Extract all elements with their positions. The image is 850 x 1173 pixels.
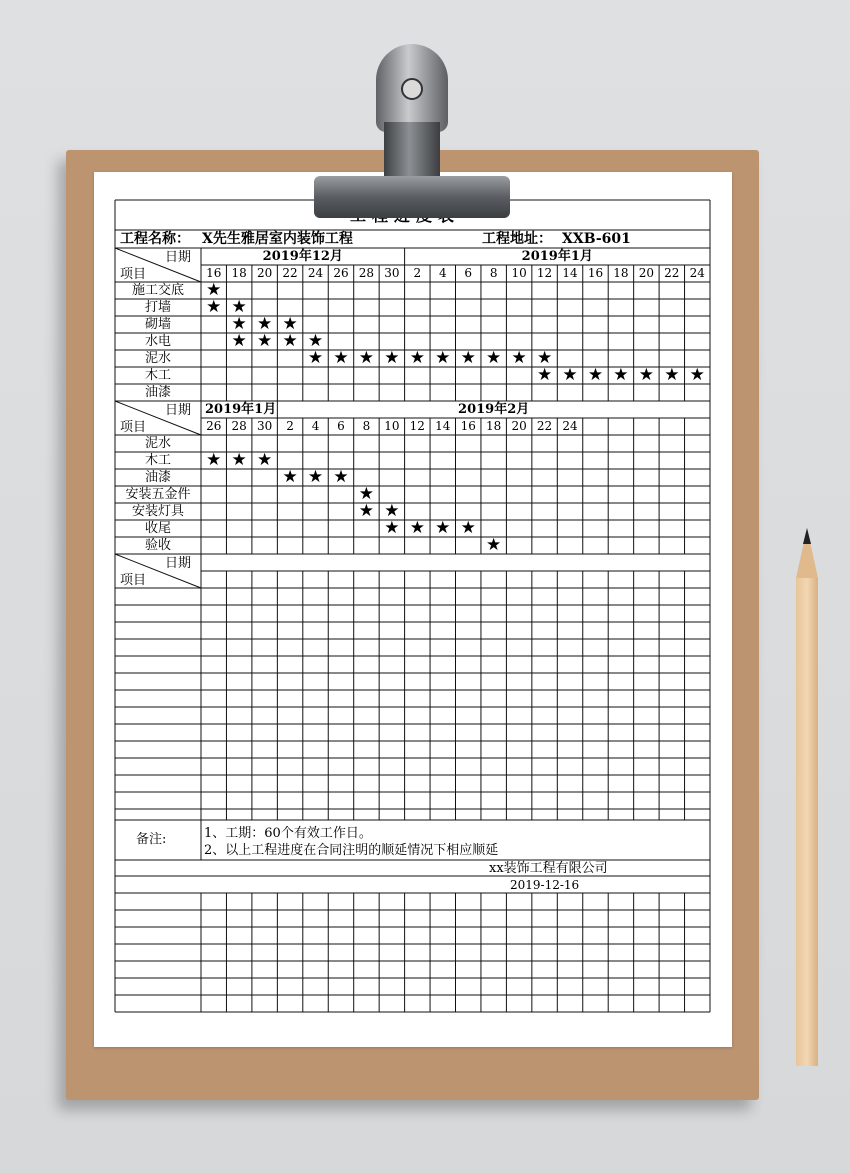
progress-star: ★ xyxy=(358,484,375,504)
task-name: 收尾 xyxy=(144,521,171,536)
day-label: 30 xyxy=(384,266,400,280)
day-label: 8 xyxy=(362,419,371,433)
notes-label: 备注: xyxy=(136,832,167,847)
day-label: 16 xyxy=(587,266,604,280)
task-name: 安装灯具 xyxy=(131,504,184,519)
progress-star: ★ xyxy=(384,501,400,521)
progress-star: ★ xyxy=(358,501,375,521)
day-label xyxy=(608,418,633,435)
progress-star: ★ xyxy=(307,467,324,487)
day-label: 16 xyxy=(206,266,222,280)
project-address-label: 工程地址： xyxy=(482,231,552,247)
header-item: 项目 xyxy=(120,420,147,435)
progress-star: ★ xyxy=(282,331,298,351)
day-label: 4 xyxy=(311,419,320,433)
day-label: 18 xyxy=(613,266,629,280)
progress-star: ★ xyxy=(206,297,222,317)
progress-star: ★ xyxy=(613,365,629,385)
progress-star: ★ xyxy=(206,280,222,300)
day-label: 30 xyxy=(256,419,273,433)
progress-star: ★ xyxy=(282,314,298,334)
binder-clip xyxy=(314,44,510,222)
progress-star: ★ xyxy=(384,348,400,368)
day-label: 24 xyxy=(689,266,705,280)
progress-star: ★ xyxy=(358,348,375,368)
progress-star: ★ xyxy=(460,518,476,538)
header-item: 项目 xyxy=(120,573,147,588)
day-label xyxy=(634,418,659,435)
task-name: 木工 xyxy=(144,368,171,383)
task-name: 泥水 xyxy=(144,436,171,451)
day-label: 14 xyxy=(435,419,451,433)
progress-star: ★ xyxy=(333,467,349,487)
pencil xyxy=(796,528,818,1068)
progress-star: ★ xyxy=(435,348,451,368)
progress-star: ★ xyxy=(587,365,604,385)
progress-star: ★ xyxy=(256,450,273,470)
day-label: 22 xyxy=(536,419,553,433)
day-label: 24 xyxy=(307,266,324,280)
day-label xyxy=(685,418,710,435)
progress-star: ★ xyxy=(307,331,324,351)
project-address: XXB-601 xyxy=(562,231,631,247)
day-label: 26 xyxy=(206,419,222,433)
progress-star: ★ xyxy=(536,348,553,368)
day-label: 4 xyxy=(438,266,447,280)
progress-star: ★ xyxy=(536,365,553,385)
day-label: 28 xyxy=(358,266,375,280)
day-label: 26 xyxy=(333,266,349,280)
header-item: 项目 xyxy=(120,267,147,282)
note-2: 2、以上工程进度在合同注明的顺延情况下相应顺延 xyxy=(204,843,499,858)
day-label: 24 xyxy=(562,419,578,433)
document-date: 2019-12-16 xyxy=(510,878,580,892)
progress-star: ★ xyxy=(562,365,578,385)
day-label: 22 xyxy=(282,266,298,280)
progress-star: ★ xyxy=(307,348,324,368)
progress-star: ★ xyxy=(409,348,425,368)
progress-star: ★ xyxy=(486,535,502,555)
task-name: 砌墙 xyxy=(144,317,171,332)
day-label: 20 xyxy=(638,266,654,280)
company-name: xx装饰工程有限公司 xyxy=(489,861,608,876)
project-name: X先生雅居室内装饰工程 xyxy=(202,231,353,247)
header-date: 日期 xyxy=(165,250,192,265)
day-label: 12 xyxy=(409,419,425,433)
progress-star: ★ xyxy=(511,348,527,368)
note-1: 1、工期：60个有效工作日。 xyxy=(204,826,372,841)
progress-star: ★ xyxy=(231,314,247,334)
day-label: 6 xyxy=(464,266,473,280)
task-name: 施工交底 xyxy=(131,283,184,298)
progress-star: ★ xyxy=(231,450,247,470)
day-label: 18 xyxy=(486,419,502,433)
day-label: 14 xyxy=(562,266,578,280)
day-label: 20 xyxy=(511,419,527,433)
day-label: 2 xyxy=(286,419,294,433)
day-label: 8 xyxy=(489,266,498,280)
progress-star: ★ xyxy=(435,518,451,538)
day-label xyxy=(583,418,608,435)
day-label: 16 xyxy=(460,419,476,433)
day-label: 18 xyxy=(231,266,247,280)
task-name: 安装五金件 xyxy=(125,487,191,502)
task-name: 泥水 xyxy=(144,351,171,366)
task-name: 验收 xyxy=(144,538,171,553)
progress-star: ★ xyxy=(333,348,349,368)
progress-star: ★ xyxy=(486,348,502,368)
project-name-label: 工程名称： xyxy=(120,231,190,247)
progress-star: ★ xyxy=(231,331,247,351)
task-name: 木工 xyxy=(144,453,171,468)
task-name: 油漆 xyxy=(144,470,171,485)
progress-star: ★ xyxy=(384,518,400,538)
day-label: 28 xyxy=(231,419,247,433)
progress-star: ★ xyxy=(231,297,247,317)
progress-star: ★ xyxy=(282,467,298,487)
task-name: 打墙 xyxy=(144,300,171,315)
header-date: 日期 xyxy=(165,403,192,418)
month-label: 2019年2月 xyxy=(458,402,530,417)
progress-star: ★ xyxy=(256,331,273,351)
day-label: 10 xyxy=(511,266,527,280)
day-label: 10 xyxy=(384,419,400,433)
progress-star: ★ xyxy=(256,314,273,334)
day-label: 22 xyxy=(664,266,680,280)
header-date: 日期 xyxy=(165,556,192,571)
progress-star: ★ xyxy=(206,450,222,470)
day-label: 20 xyxy=(256,266,273,280)
month-label: 2019年1月 xyxy=(205,402,277,417)
day-label: 2 xyxy=(413,266,422,280)
progress-star: ★ xyxy=(689,365,705,385)
task-name: 水电 xyxy=(144,334,171,349)
progress-star: ★ xyxy=(460,348,476,368)
task-name: 油漆 xyxy=(144,385,171,400)
day-label: 6 xyxy=(337,419,345,433)
month-label: 2019年1月 xyxy=(521,249,593,264)
progress-star: ★ xyxy=(664,365,680,385)
progress-star: ★ xyxy=(409,518,425,538)
progress-star: ★ xyxy=(638,365,654,385)
month-label: 2019年12月 xyxy=(262,249,343,264)
day-label: 12 xyxy=(536,266,553,280)
day-label xyxy=(659,418,684,435)
